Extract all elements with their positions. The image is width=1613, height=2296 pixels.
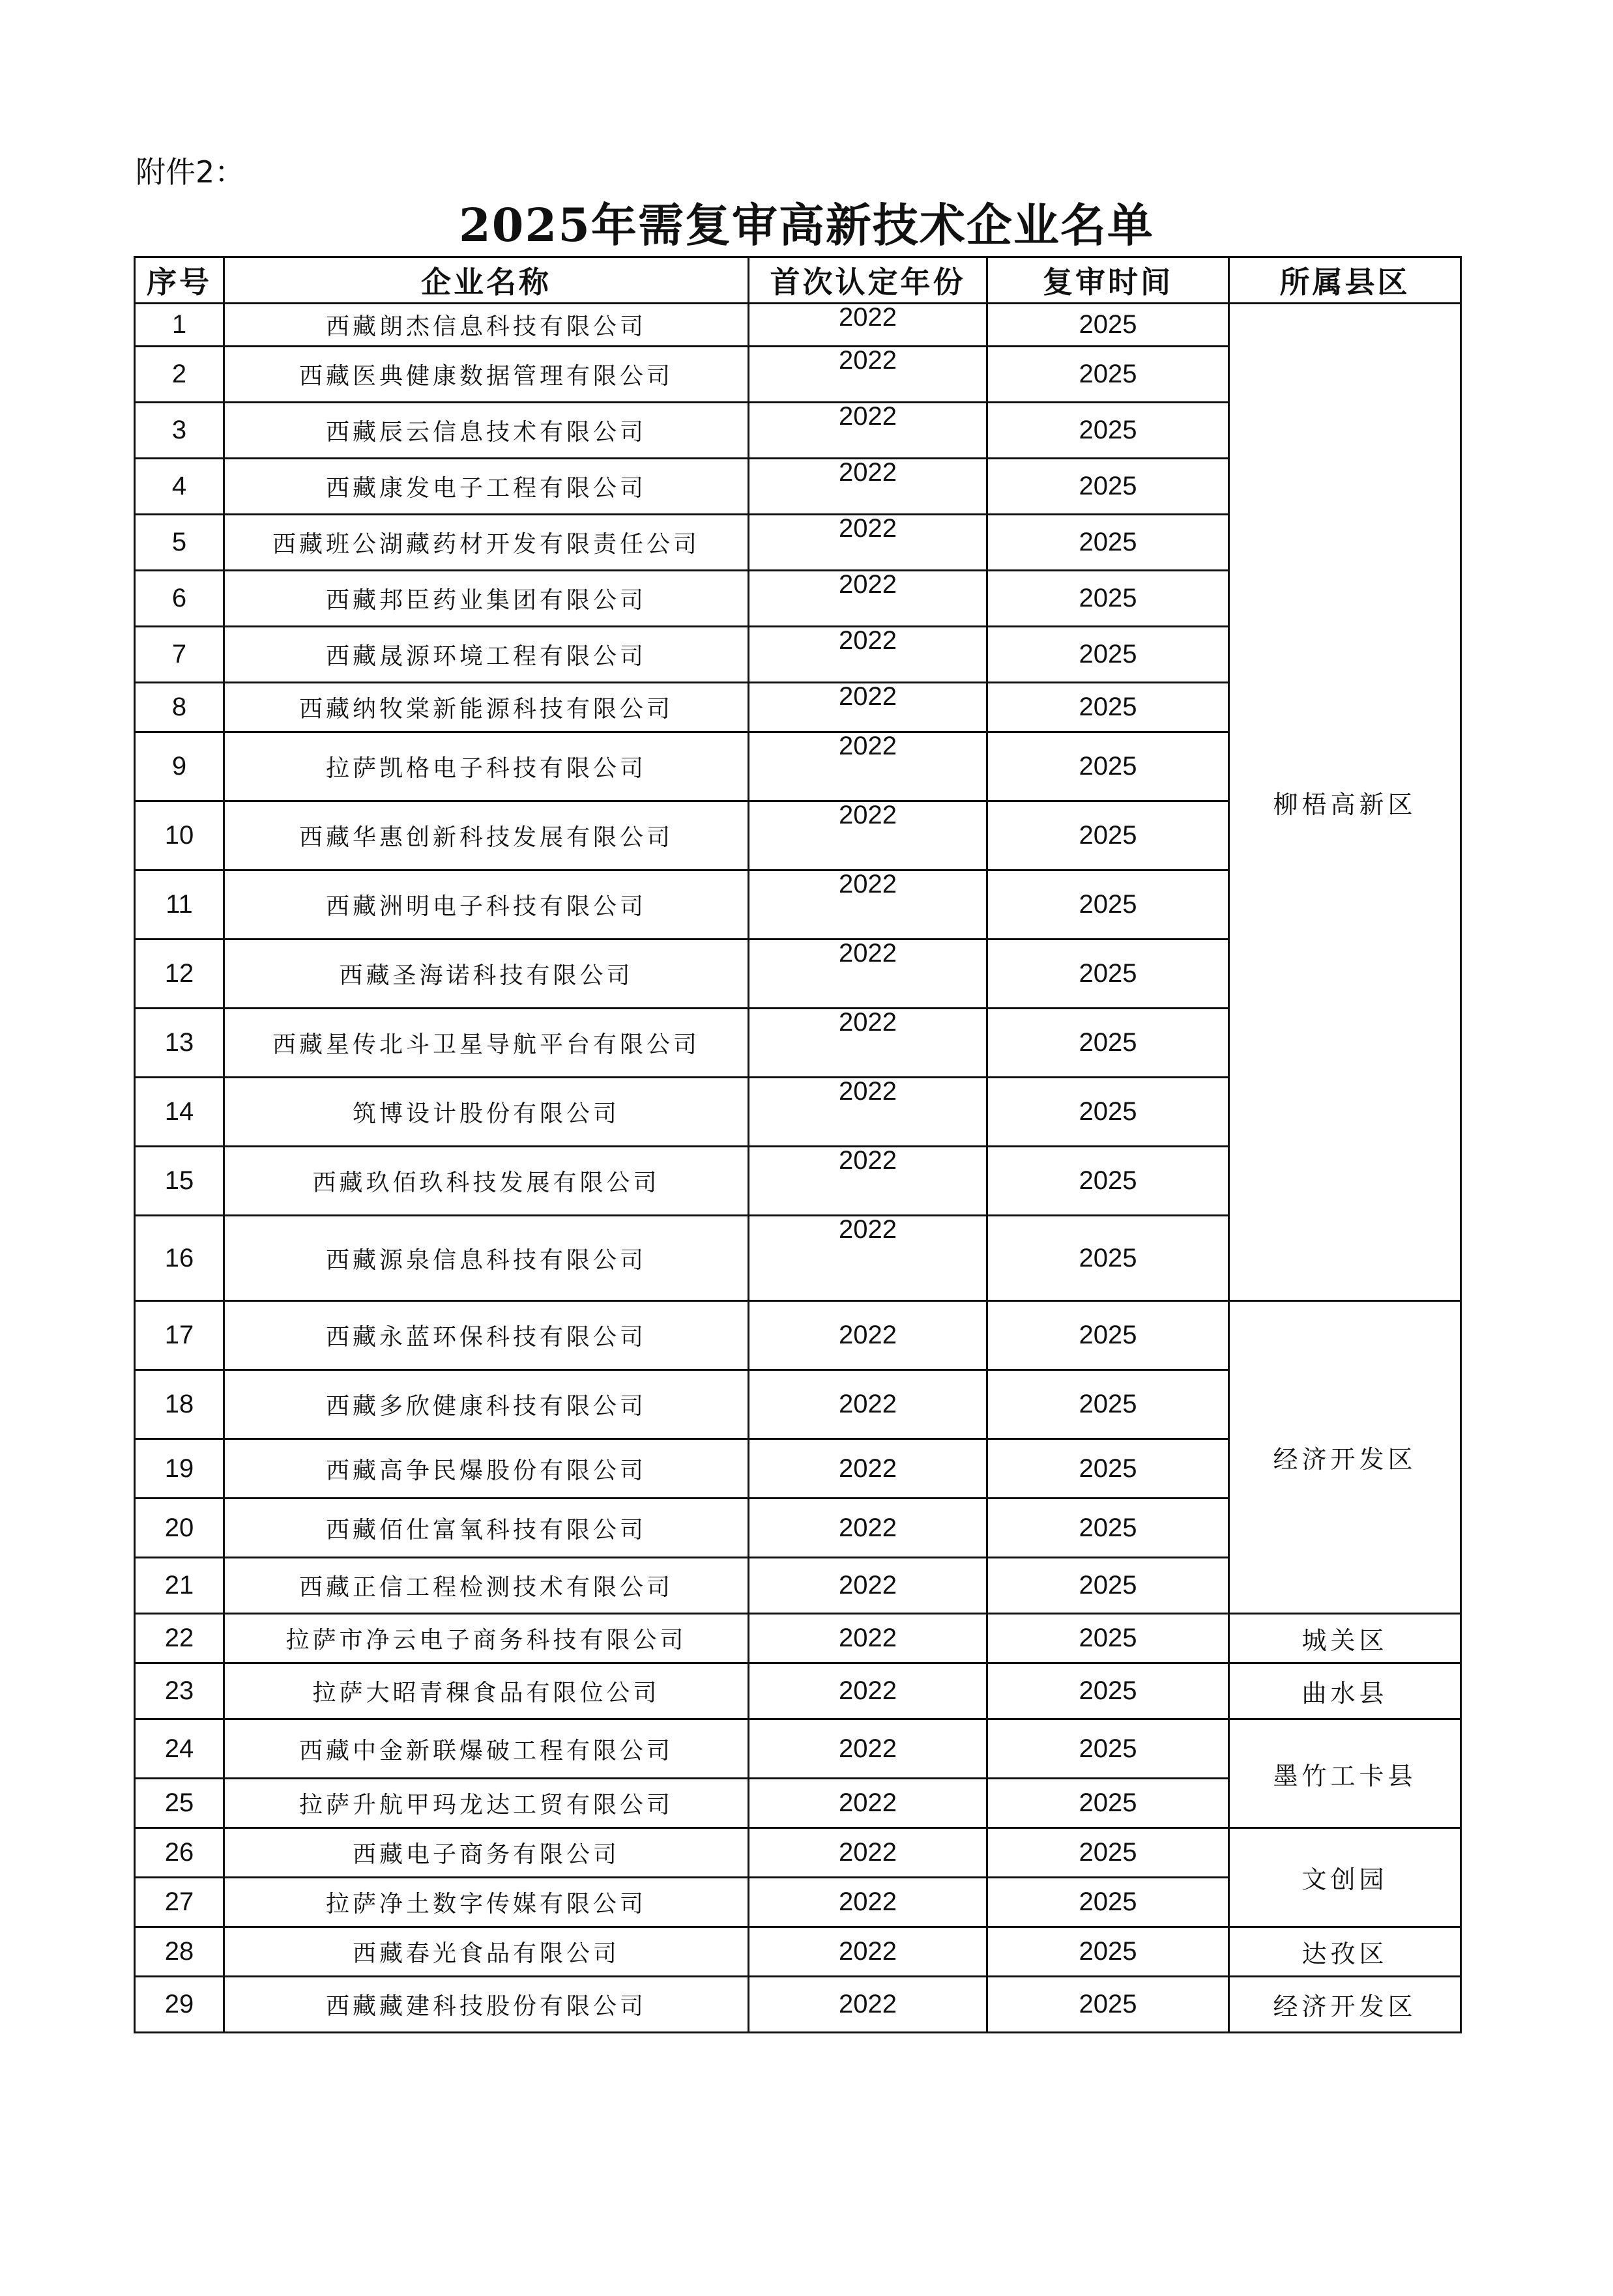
district-cell: 经济开发区 [1229, 1977, 1461, 2033]
review-year: 2025 [987, 1078, 1229, 1147]
row-number: 28 [135, 1927, 224, 1977]
review-year: 2025 [987, 1439, 1229, 1499]
first-year: 2022 [749, 683, 987, 732]
company-name: 拉萨市净云电子商务科技有限公司 [224, 1614, 749, 1663]
first-year: 2022 [749, 801, 987, 870]
review-year: 2025 [987, 1499, 1229, 1558]
company-name: 筑博设计股份有限公司 [224, 1078, 749, 1147]
company-name: 西藏永蓝环保科技有限公司 [224, 1301, 749, 1370]
column-header-review: 复审时间 [987, 257, 1229, 304]
row-number: 21 [135, 1558, 224, 1614]
review-year: 2025 [987, 940, 1229, 1009]
company-name: 拉萨大昭青稞食品有限位公司 [224, 1663, 749, 1719]
company-name: 西藏医典健康数据管理有限公司 [224, 347, 749, 403]
column-header-district: 所属县区 [1229, 257, 1461, 304]
first-year: 2022 [749, 940, 987, 1009]
company-name: 西藏佰仕富氧科技有限公司 [224, 1499, 749, 1558]
row-number: 10 [135, 801, 224, 870]
row-number: 19 [135, 1439, 224, 1499]
row-number: 12 [135, 940, 224, 1009]
company-name: 西藏藏建科技股份有限公司 [224, 1977, 749, 2033]
row-number: 1 [135, 304, 224, 347]
review-year: 2025 [987, 1663, 1229, 1719]
review-year: 2025 [987, 1977, 1229, 2033]
row-number: 24 [135, 1719, 224, 1779]
first-year: 2022 [749, 732, 987, 801]
first-year: 2022 [749, 1927, 987, 1977]
table-row [135, 304, 1461, 347]
row-number: 5 [135, 515, 224, 571]
first-year: 2022 [749, 627, 987, 683]
first-year: 2022 [749, 1439, 987, 1499]
table-row [135, 1301, 1461, 1370]
table-row [135, 1663, 1461, 1719]
company-name: 西藏多欣健康科技有限公司 [224, 1370, 749, 1439]
first-year: 2022 [749, 1078, 987, 1147]
review-year: 2025 [987, 1009, 1229, 1078]
company-name: 拉萨升航甲玛龙达工贸有限公司 [224, 1779, 749, 1828]
company-name: 西藏圣海诺科技有限公司 [224, 940, 749, 1009]
company-name: 西藏高争民爆股份有限公司 [224, 1439, 749, 1499]
review-year: 2025 [987, 1779, 1229, 1828]
review-year: 2025 [987, 459, 1229, 515]
review-year: 2025 [987, 683, 1229, 732]
company-name: 西藏康发电子工程有限公司 [224, 459, 749, 515]
table-row [135, 1614, 1461, 1663]
table-row [135, 1927, 1461, 1977]
first-year: 2022 [749, 1558, 987, 1614]
district-cell: 墨竹工卡县 [1229, 1719, 1461, 1828]
first-year: 2022 [749, 1779, 987, 1828]
review-year: 2025 [987, 1558, 1229, 1614]
first-year: 2022 [749, 1147, 987, 1216]
review-year: 2025 [987, 304, 1229, 347]
row-number: 25 [135, 1779, 224, 1828]
review-year: 2025 [987, 1878, 1229, 1927]
review-year: 2025 [987, 1828, 1229, 1878]
row-number: 9 [135, 732, 224, 801]
company-name: 拉萨净土数字传媒有限公司 [224, 1878, 749, 1927]
company-name: 西藏班公湖藏药材开发有限责任公司 [224, 515, 749, 571]
table-row [135, 1977, 1461, 2033]
review-year: 2025 [987, 403, 1229, 459]
review-year: 2025 [987, 627, 1229, 683]
first-year: 2022 [749, 403, 987, 459]
company-name: 西藏纳牧棠新能源科技有限公司 [224, 683, 749, 732]
review-year: 2025 [987, 1370, 1229, 1439]
district-cell: 曲水县 [1229, 1663, 1461, 1719]
first-year: 2022 [749, 1370, 987, 1439]
district-cell: 柳梧高新区 [1229, 304, 1461, 1301]
review-year: 2025 [987, 1301, 1229, 1370]
row-number: 8 [135, 683, 224, 732]
column-header-name: 企业名称 [224, 257, 749, 304]
company-name: 西藏朗杰信息科技有限公司 [224, 304, 749, 347]
company-name: 西藏邦臣药业集团有限公司 [224, 571, 749, 627]
first-year: 2022 [749, 571, 987, 627]
table-row [135, 1719, 1461, 1779]
first-year: 2022 [749, 1977, 987, 2033]
company-list-table [134, 256, 1462, 2033]
first-year: 2022 [749, 1301, 987, 1370]
attachment-label: 附件2： [136, 154, 245, 190]
first-year: 2022 [749, 1663, 987, 1719]
first-year: 2022 [749, 1499, 987, 1558]
company-name: 西藏中金新联爆破工程有限公司 [224, 1719, 749, 1779]
company-name: 西藏星传北斗卫星导航平台有限公司 [224, 1009, 749, 1078]
company-name: 西藏正信工程检测技术有限公司 [224, 1558, 749, 1614]
first-year: 2022 [749, 1828, 987, 1878]
row-number: 26 [135, 1828, 224, 1878]
column-header-first-year: 首次认定年份 [749, 257, 987, 304]
row-number: 7 [135, 627, 224, 683]
table-row [135, 1828, 1461, 1878]
row-number: 16 [135, 1216, 224, 1301]
row-number: 20 [135, 1499, 224, 1558]
review-year: 2025 [987, 347, 1229, 403]
row-number: 4 [135, 459, 224, 515]
row-number: 13 [135, 1009, 224, 1078]
review-year: 2025 [987, 1216, 1229, 1301]
company-name: 西藏源泉信息科技有限公司 [224, 1216, 749, 1301]
district-cell: 达孜区 [1229, 1927, 1461, 1977]
row-number: 6 [135, 571, 224, 627]
row-number: 3 [135, 403, 224, 459]
row-number: 11 [135, 870, 224, 940]
document-title: 2025年需复审高新技术企业名单 [459, 198, 1154, 252]
district-cell: 文创园 [1229, 1828, 1461, 1927]
review-year: 2025 [987, 1719, 1229, 1779]
company-name: 拉萨凯格电子科技有限公司 [224, 732, 749, 801]
row-number: 15 [135, 1147, 224, 1216]
company-name: 西藏春光食品有限公司 [224, 1927, 749, 1977]
row-number: 2 [135, 347, 224, 403]
first-year: 2022 [749, 515, 987, 571]
review-year: 2025 [987, 870, 1229, 940]
first-year: 2022 [749, 1614, 987, 1663]
first-year: 2022 [749, 347, 987, 403]
row-number: 22 [135, 1614, 224, 1663]
review-year: 2025 [987, 801, 1229, 870]
company-name: 西藏电子商务有限公司 [224, 1828, 749, 1878]
first-year: 2022 [749, 1216, 987, 1301]
row-number: 14 [135, 1078, 224, 1147]
row-number: 18 [135, 1370, 224, 1439]
first-year: 2022 [749, 1878, 987, 1927]
district-cell: 经济开发区 [1229, 1301, 1461, 1614]
first-year: 2022 [749, 459, 987, 515]
first-year: 2022 [749, 870, 987, 940]
table-header-row [135, 257, 1461, 304]
row-number: 29 [135, 1977, 224, 2033]
review-year: 2025 [987, 1614, 1229, 1663]
row-number: 27 [135, 1878, 224, 1927]
row-number: 17 [135, 1301, 224, 1370]
company-name: 西藏辰云信息技术有限公司 [224, 403, 749, 459]
company-name: 西藏玖佰玖科技发展有限公司 [224, 1147, 749, 1216]
first-year: 2022 [749, 304, 987, 347]
company-name: 西藏华惠创新科技发展有限公司 [224, 801, 749, 870]
first-year: 2022 [749, 1719, 987, 1779]
review-year: 2025 [987, 515, 1229, 571]
district-cell: 城关区 [1229, 1614, 1461, 1663]
review-year: 2025 [987, 1927, 1229, 1977]
company-name: 西藏洲明电子科技有限公司 [224, 870, 749, 940]
review-year: 2025 [987, 1147, 1229, 1216]
review-year: 2025 [987, 732, 1229, 801]
column-header-no: 序号 [135, 257, 224, 304]
review-year: 2025 [987, 571, 1229, 627]
row-number: 23 [135, 1663, 224, 1719]
company-name: 西藏晟源环境工程有限公司 [224, 627, 749, 683]
first-year: 2022 [749, 1009, 987, 1078]
